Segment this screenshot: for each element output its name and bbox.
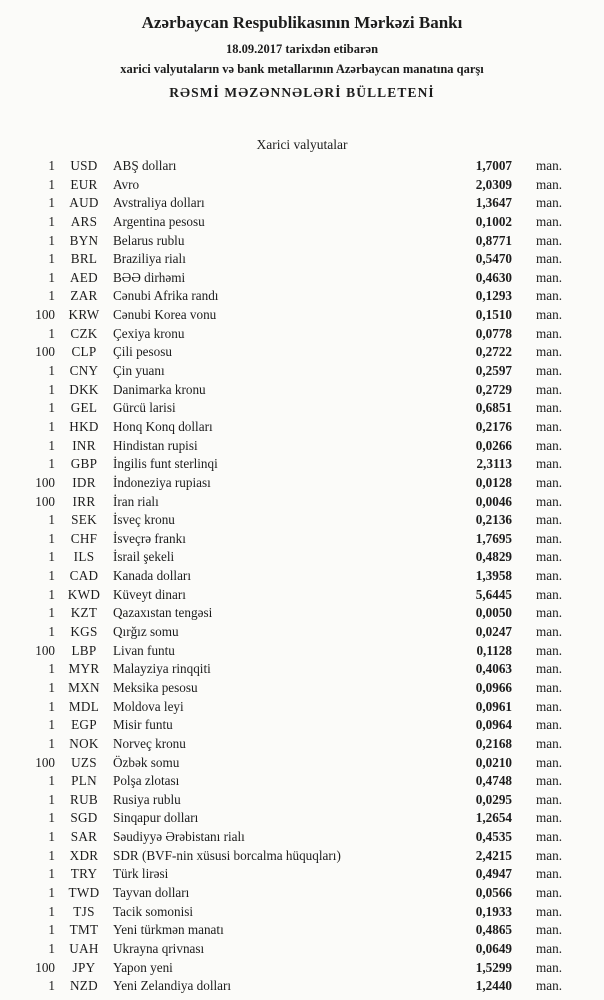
currency-name-cell: İsrail şekeli bbox=[113, 549, 175, 565]
quantity-cell: 1 bbox=[48, 829, 55, 845]
currency-name-cell: Yeni türkmən manatı bbox=[113, 922, 224, 938]
rate-cell: 1,3958 bbox=[475, 568, 512, 584]
unit-label-cell: man. bbox=[536, 325, 563, 341]
unit-label-cell: man. bbox=[536, 605, 563, 621]
unit-label-cell: man. bbox=[536, 363, 563, 379]
currency-code-cell: ZAR bbox=[70, 288, 98, 304]
exchange-rate-row bbox=[0, 809, 604, 828]
quantity-cell: 1 bbox=[48, 679, 55, 695]
rate-cell: 0,2597 bbox=[475, 363, 512, 379]
bulletin-subtitle: xarici valyutaların və bank metallarının Azərbaycan manatına qarşı bbox=[120, 62, 484, 76]
currency-code-cell: JPY bbox=[72, 959, 96, 975]
quantity-cell: 1 bbox=[48, 456, 55, 472]
currency-name-cell: Ukrayna qrivnası bbox=[113, 940, 205, 956]
currency-name-cell: Çexiya kronu bbox=[113, 325, 185, 341]
rate-cell: 0,1128 bbox=[476, 642, 512, 658]
currency-name-cell: Moldova leyi bbox=[113, 698, 184, 714]
currency-code-cell: CZK bbox=[70, 325, 98, 341]
exchange-rate-row bbox=[0, 865, 604, 884]
unit-label-cell: man. bbox=[536, 922, 563, 938]
currency-code-cell: NZD bbox=[69, 978, 98, 994]
currency-code-cell: NOK bbox=[69, 735, 99, 751]
currency-code-cell: IDR bbox=[72, 474, 96, 490]
exchange-rate-row bbox=[0, 176, 604, 195]
currency-name-cell: Malayziya rinqqiti bbox=[113, 661, 211, 677]
rate-cell: 1,3647 bbox=[475, 195, 512, 211]
section-title-foreign-currencies: Xarici valyutalar bbox=[256, 137, 348, 152]
currency-name-cell: Rusiya rublu bbox=[113, 791, 181, 807]
exchange-rate-row bbox=[0, 157, 604, 176]
rate-cell: 0,1510 bbox=[475, 307, 512, 323]
currency-code-cell: SEK bbox=[71, 512, 97, 528]
currency-name-cell: Çin yuanı bbox=[113, 363, 165, 379]
currency-name-cell: Misir funtu bbox=[113, 717, 173, 733]
unit-label-cell: man. bbox=[536, 512, 563, 528]
currency-name-cell: Danimarka kronu bbox=[113, 381, 206, 397]
currency-name-cell: İsveçrə frankı bbox=[113, 530, 186, 546]
currency-name-cell: Honq Konq dolları bbox=[113, 418, 213, 434]
unit-label-cell: man. bbox=[536, 791, 563, 807]
rate-cell: 0,4947 bbox=[475, 866, 512, 882]
currency-code-cell: INR bbox=[72, 437, 96, 453]
rate-cell: 0,4748 bbox=[475, 773, 512, 789]
currency-code-cell: MDL bbox=[68, 698, 100, 714]
currency-code-cell: SGD bbox=[70, 810, 98, 826]
rate-cell: 0,4829 bbox=[475, 549, 512, 565]
quantity-cell: 1 bbox=[48, 922, 55, 938]
currency-code-cell: BYN bbox=[69, 232, 99, 248]
currency-code-cell: DKK bbox=[69, 381, 99, 397]
quantity-cell: 1 bbox=[48, 363, 55, 379]
exchange-rate-row bbox=[0, 343, 604, 362]
currency-name-cell: Norveç kronu bbox=[113, 735, 186, 751]
quantity-cell: 1 bbox=[48, 661, 55, 677]
exchange-rate-row bbox=[0, 418, 604, 437]
currency-code-cell: KGS bbox=[70, 624, 98, 640]
unit-label-cell: man. bbox=[536, 549, 563, 565]
quantity-cell: 1 bbox=[48, 940, 55, 956]
unit-label-cell: man. bbox=[536, 978, 563, 994]
exchange-rate-row bbox=[0, 586, 604, 605]
exchange-rate-row bbox=[0, 959, 604, 978]
rate-cell: 2,0309 bbox=[475, 176, 512, 192]
currency-code-cell: HKD bbox=[69, 418, 99, 434]
currency-code-cell: GBP bbox=[70, 456, 98, 472]
currency-name-cell: İngilis funt sterlinqi bbox=[113, 456, 218, 472]
exchange-rate-row bbox=[0, 660, 604, 679]
unit-label-cell: man. bbox=[536, 437, 563, 453]
rate-cell: 0,0128 bbox=[475, 474, 512, 490]
currency-code-cell: EUR bbox=[70, 176, 98, 192]
currency-code-cell: KZT bbox=[70, 605, 98, 621]
rate-cell: 0,0966 bbox=[475, 679, 512, 695]
rate-cell: 2,3113 bbox=[476, 456, 512, 472]
unit-label-cell: man. bbox=[536, 642, 563, 658]
currency-name-cell: Küveyt dinarı bbox=[113, 586, 186, 602]
bulletin-title: RƏSMİ MƏZƏNNƏLƏRİ BÜLLETENİ bbox=[169, 85, 435, 100]
rate-cell: 0,0210 bbox=[475, 754, 512, 770]
rate-cell: 0,0566 bbox=[475, 884, 512, 900]
unit-label-cell: man. bbox=[536, 213, 563, 229]
exchange-rate-row bbox=[0, 362, 604, 381]
currency-code-cell: ILS bbox=[73, 549, 95, 565]
quantity-cell: 1 bbox=[48, 903, 55, 919]
rate-cell: 0,2176 bbox=[475, 418, 512, 434]
currency-code-cell: KWD bbox=[67, 586, 101, 602]
unit-label-cell: man. bbox=[536, 586, 563, 602]
rate-cell: 0,0649 bbox=[475, 940, 512, 956]
exchange-rate-row bbox=[0, 325, 604, 344]
currency-name-cell: Türk lirəsi bbox=[113, 866, 169, 882]
quantity-cell: 1 bbox=[48, 810, 55, 826]
quantity-cell: 1 bbox=[48, 624, 55, 640]
currency-name-cell: ABŞ dolları bbox=[113, 158, 177, 173]
unit-label-cell: man. bbox=[536, 400, 563, 416]
currency-name-cell: İran rialı bbox=[113, 493, 159, 509]
currency-name-cell: Sinqapur dolları bbox=[113, 810, 199, 826]
currency-name-cell: İndoneziya rupiası bbox=[113, 474, 211, 490]
currency-name-cell: Gürcü larisi bbox=[113, 400, 176, 416]
currency-code-cell: IRR bbox=[72, 493, 96, 509]
rate-cell: 0,1002 bbox=[475, 213, 512, 229]
unit-label-cell: man. bbox=[536, 829, 563, 845]
bank-name: Azərbaycan Respublikasının Mərkəzi Bankı bbox=[141, 13, 463, 32]
rate-cell: 0,0046 bbox=[475, 493, 512, 509]
quantity-cell: 1 bbox=[48, 251, 55, 267]
rate-cell: 0,2168 bbox=[475, 735, 512, 751]
currency-code-cell: PLN bbox=[71, 773, 97, 789]
unit-label-cell: man. bbox=[536, 624, 563, 640]
exchange-rate-row bbox=[0, 921, 604, 940]
unit-label-cell: man. bbox=[536, 456, 563, 472]
currency-name-cell: Meksika pesosu bbox=[113, 679, 198, 695]
rate-cell: 0,5470 bbox=[475, 251, 512, 267]
quantity-cell: 100 bbox=[35, 307, 55, 323]
rate-cell: 0,2729 bbox=[475, 381, 512, 397]
exchange-rate-row bbox=[0, 604, 604, 623]
quantity-cell: 100 bbox=[35, 959, 55, 975]
currency-name-cell: Tacik somonisi bbox=[113, 903, 194, 919]
currency-name-cell: Yeni Zelandiya dolları bbox=[113, 978, 232, 994]
currency-name-cell: Braziliya rialı bbox=[113, 251, 186, 267]
exchange-rate-row bbox=[0, 232, 604, 251]
quantity-cell: 1 bbox=[48, 847, 55, 863]
currency-code-cell: UZS bbox=[71, 754, 97, 770]
exchange-rate-row bbox=[0, 828, 604, 847]
currency-name-cell: Cənubi Korea vonu bbox=[113, 307, 217, 323]
currency-name-cell: SDR (BVF-nin xüsusi borcalma hüquqları) bbox=[113, 847, 341, 863]
currency-code-cell: SAR bbox=[70, 829, 98, 845]
exchange-rate-row bbox=[0, 698, 604, 717]
currency-code-cell: BRL bbox=[70, 251, 98, 267]
quantity-cell: 1 bbox=[48, 717, 55, 733]
currency-name-cell: Polşa zlotası bbox=[113, 773, 180, 789]
quantity-cell: 100 bbox=[35, 344, 55, 360]
currency-name-cell: Avro bbox=[113, 176, 140, 192]
exchange-rate-row bbox=[0, 474, 604, 493]
exchange-rate-row bbox=[0, 977, 604, 996]
exchange-rate-row bbox=[0, 530, 604, 549]
quantity-cell: 1 bbox=[48, 512, 55, 528]
exchange-rate-row bbox=[0, 940, 604, 959]
currency-code-cell: TWD bbox=[68, 884, 100, 900]
currency-code-cell: TMT bbox=[69, 922, 99, 938]
currency-code-cell: TRY bbox=[70, 866, 98, 882]
currency-name-cell: Özbək somu bbox=[113, 754, 180, 770]
currency-code-cell: CAD bbox=[69, 568, 99, 584]
quantity-cell: 100 bbox=[35, 493, 55, 509]
unit-label-cell: man. bbox=[536, 251, 563, 267]
exchange-rate-row bbox=[0, 399, 604, 418]
currency-name-cell: BƏƏ dirhəmi bbox=[113, 269, 186, 285]
currency-name-cell: Livan funtu bbox=[113, 642, 175, 658]
currency-code-cell: USD bbox=[70, 158, 98, 173]
currency-name-cell: Argentina pesosu bbox=[113, 213, 205, 229]
quantity-cell: 1 bbox=[48, 288, 55, 304]
quantity-cell: 1 bbox=[48, 791, 55, 807]
unit-label-cell: man. bbox=[536, 158, 563, 173]
unit-label-cell: man. bbox=[536, 735, 563, 751]
currency-code-cell: GEL bbox=[70, 400, 98, 416]
unit-label-cell: man. bbox=[536, 810, 563, 826]
exchange-rate-row bbox=[0, 567, 604, 586]
rate-cell: 0,1293 bbox=[475, 288, 512, 304]
quantity-cell: 1 bbox=[48, 325, 55, 341]
currency-name-cell: Qazaxıstan tengəsi bbox=[113, 605, 213, 621]
exchange-rate-row bbox=[0, 306, 604, 325]
unit-label-cell: man. bbox=[536, 474, 563, 490]
currency-code-cell: AED bbox=[69, 269, 98, 285]
currency-code-cell: CNY bbox=[69, 363, 99, 379]
quantity-cell: 1 bbox=[48, 586, 55, 602]
rate-cell: 0,4063 bbox=[475, 661, 512, 677]
currency-code-cell: TJS bbox=[73, 903, 95, 919]
quantity-cell: 1 bbox=[48, 978, 55, 994]
quantity-cell: 1 bbox=[48, 866, 55, 882]
rate-cell: 0,0961 bbox=[475, 698, 512, 714]
rate-cell: 5,6445 bbox=[475, 586, 512, 602]
quantity-cell: 1 bbox=[48, 698, 55, 714]
currency-name-cell: Səudiyyə Ərəbistanı rialı bbox=[113, 829, 245, 845]
unit-label-cell: man. bbox=[536, 773, 563, 789]
rate-cell: 0,0964 bbox=[475, 717, 512, 733]
rate-cell: 1,5299 bbox=[475, 959, 512, 975]
exchange-rate-row bbox=[0, 269, 604, 288]
currency-code-cell: UAH bbox=[69, 940, 99, 956]
rate-cell: 0,4865 bbox=[475, 922, 512, 938]
rates-table-body bbox=[0, 157, 604, 996]
rate-cell: 0,6851 bbox=[475, 400, 512, 416]
unit-label-cell: man. bbox=[536, 698, 563, 714]
unit-label-cell: man. bbox=[536, 493, 563, 509]
quantity-cell: 1 bbox=[48, 437, 55, 453]
currency-code-cell: CLP bbox=[71, 344, 97, 360]
unit-label-cell: man. bbox=[536, 269, 563, 285]
exchange-rate-row bbox=[0, 884, 604, 903]
currency-name-cell: Çili pesosu bbox=[113, 344, 172, 360]
effective-date: 18.09.2017 tarixdən etibarən bbox=[225, 42, 379, 56]
rate-cell: 1,2654 bbox=[475, 810, 512, 826]
exchange-rate-row bbox=[0, 437, 604, 456]
exchange-rate-row bbox=[0, 735, 604, 754]
quantity-cell: 1 bbox=[48, 418, 55, 434]
rate-cell: 0,0266 bbox=[475, 437, 512, 453]
exchange-rate-row bbox=[0, 791, 604, 810]
exchange-rate-row bbox=[0, 194, 604, 213]
currency-name-cell: Belarus rublu bbox=[113, 232, 185, 248]
rate-cell: 1,2440 bbox=[475, 978, 512, 994]
rate-cell: 0,0247 bbox=[475, 624, 512, 640]
unit-label-cell: man. bbox=[536, 307, 563, 323]
quantity-cell: 1 bbox=[48, 195, 55, 211]
quantity-cell: 1 bbox=[48, 158, 55, 173]
currency-name-cell: Kanada dolları bbox=[113, 568, 191, 584]
exchange-rate-row bbox=[0, 847, 604, 866]
exchange-rate-row bbox=[0, 250, 604, 269]
unit-label-cell: man. bbox=[536, 940, 563, 956]
unit-label-cell: man. bbox=[536, 661, 563, 677]
exchange-rate-row bbox=[0, 287, 604, 306]
exchange-rate-row bbox=[0, 679, 604, 698]
quantity-cell: 1 bbox=[48, 605, 55, 621]
unit-label-cell: man. bbox=[536, 176, 563, 192]
rate-cell: 0,0295 bbox=[475, 791, 512, 807]
quantity-cell: 1 bbox=[48, 735, 55, 751]
exchange-rate-row bbox=[0, 213, 604, 232]
rate-cell: 0,4535 bbox=[475, 829, 512, 845]
unit-label-cell: man. bbox=[536, 344, 563, 360]
exchange-rate-row bbox=[0, 381, 604, 400]
quantity-cell: 1 bbox=[48, 213, 55, 229]
currency-code-cell: EGP bbox=[71, 717, 97, 733]
unit-label-cell: man. bbox=[536, 381, 563, 397]
exchange-rate-row bbox=[0, 455, 604, 474]
quantity-cell: 100 bbox=[35, 642, 55, 658]
currency-code-cell: AUD bbox=[69, 195, 99, 211]
exchange-rate-row bbox=[0, 642, 604, 661]
currency-name-cell: Tayvan dolları bbox=[113, 884, 190, 900]
rate-cell: 1,7695 bbox=[475, 530, 512, 546]
unit-label-cell: man. bbox=[536, 847, 563, 863]
rate-cell: 0,8771 bbox=[475, 232, 512, 248]
exchange-rate-row bbox=[0, 772, 604, 791]
exchange-rate-row bbox=[0, 493, 604, 512]
currency-code-cell: CHF bbox=[70, 530, 98, 546]
rate-cell: 0,4630 bbox=[475, 269, 512, 285]
document-header bbox=[0, 0, 604, 101]
currency-name-cell: Yapon yeni bbox=[113, 959, 173, 975]
currency-code-cell: RUB bbox=[69, 791, 98, 807]
unit-label-cell: man. bbox=[536, 195, 563, 211]
currency-code-cell: MXN bbox=[68, 679, 100, 695]
unit-label-cell: man. bbox=[536, 959, 563, 975]
quantity-cell: 100 bbox=[35, 474, 55, 490]
quantity-cell: 1 bbox=[48, 773, 55, 789]
quantity-cell: 1 bbox=[48, 884, 55, 900]
quantity-cell: 1 bbox=[48, 568, 55, 584]
rate-cell: 1,7007 bbox=[475, 158, 512, 173]
rate-cell: 0,0778 bbox=[475, 325, 512, 341]
currency-name-cell: Qırğız somu bbox=[113, 624, 179, 640]
quantity-cell: 1 bbox=[48, 232, 55, 248]
rate-cell: 0,0050 bbox=[475, 605, 512, 621]
currency-name-cell: Cənubi Afrika randı bbox=[113, 288, 219, 304]
rate-cell: 0,1933 bbox=[475, 903, 512, 919]
currency-code-cell: LBP bbox=[71, 642, 97, 658]
exchange-rate-row bbox=[0, 511, 604, 530]
quantity-cell: 100 bbox=[35, 754, 55, 770]
quantity-cell: 1 bbox=[48, 530, 55, 546]
quantity-cell: 1 bbox=[48, 381, 55, 397]
unit-label-cell: man. bbox=[536, 232, 563, 248]
exchange-rate-row bbox=[0, 548, 604, 567]
rate-cell: 2,4215 bbox=[475, 847, 512, 863]
unit-label-cell: man. bbox=[536, 866, 563, 882]
currency-code-cell: XDR bbox=[69, 847, 99, 863]
unit-label-cell: man. bbox=[536, 568, 563, 584]
unit-label-cell: man. bbox=[536, 288, 563, 304]
exchange-rate-row bbox=[0, 623, 604, 642]
currency-name-cell: İsveç kronu bbox=[113, 512, 175, 528]
currency-name-cell: Avstraliya dolları bbox=[113, 195, 205, 211]
quantity-cell: 1 bbox=[48, 176, 55, 192]
exchange-rate-row bbox=[0, 716, 604, 735]
exchange-rate-row bbox=[0, 754, 604, 773]
unit-label-cell: man. bbox=[536, 418, 563, 434]
rate-cell: 0,2136 bbox=[475, 512, 512, 528]
unit-label-cell: man. bbox=[536, 754, 563, 770]
currency-code-cell: KRW bbox=[68, 307, 100, 323]
exchange-rate-row bbox=[0, 903, 604, 922]
unit-label-cell: man. bbox=[536, 884, 563, 900]
unit-label-cell: man. bbox=[536, 530, 563, 546]
currency-code-cell: MYR bbox=[68, 661, 100, 677]
quantity-cell: 1 bbox=[48, 269, 55, 285]
rate-cell: 0,2722 bbox=[475, 344, 512, 360]
exchange-rates-table bbox=[0, 157, 604, 996]
quantity-cell: 1 bbox=[48, 400, 55, 416]
currency-code-cell: ARS bbox=[70, 213, 98, 229]
unit-label-cell: man. bbox=[536, 679, 563, 695]
currency-name-cell: Hindistan rupisi bbox=[113, 437, 198, 453]
unit-label-cell: man. bbox=[536, 903, 563, 919]
unit-label-cell: man. bbox=[536, 717, 563, 733]
quantity-cell: 1 bbox=[48, 549, 55, 565]
